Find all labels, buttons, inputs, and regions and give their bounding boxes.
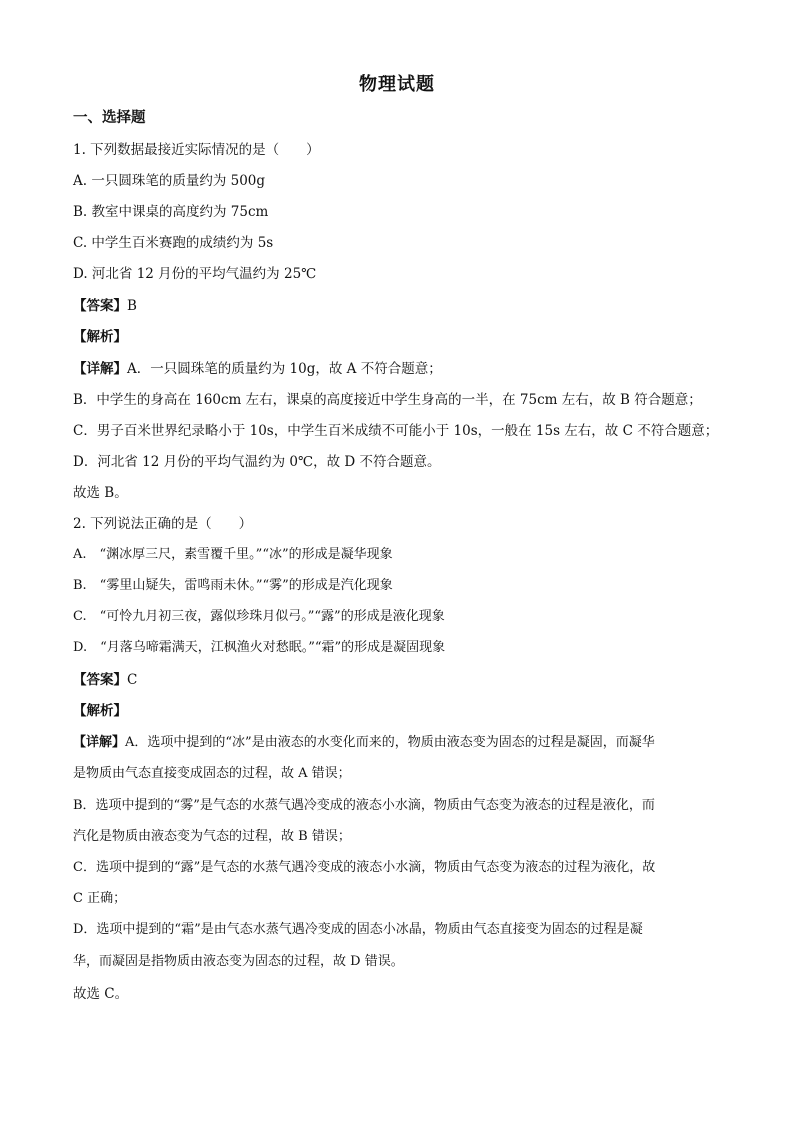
detail-tag: 【详解】 — [73, 735, 126, 750]
question-2-option-d: D. “月落乌啼霜满天，江枫渔火对愁眠。”“霜”的形成是凝固现象 — [73, 640, 446, 655]
question-1-stem: 1. 下列数据最接近实际情况的是（ ） — [73, 142, 320, 158]
question-1-detail-line: D．河北省 12 月份的平均气温约为 0℃，故 D 不符合题意。 — [73, 454, 441, 470]
page-title: 物理试题 — [359, 74, 435, 95]
question-2-detail-line: C．选项中提到的“露”是气态的水蒸气遇冷变成的液态小水滴，物质由气态变为液态的过程为液化，故 — [73, 860, 656, 875]
answer-tag: 【答案】 — [73, 672, 127, 688]
question-1-option-a: A. 一只圆珠笔的质量约为 500g — [73, 173, 266, 189]
question-2-detail-line: C 正确； — [73, 891, 127, 906]
question-1-option-b: B. 教室中课桌的高度约为 75cm — [73, 204, 269, 220]
question-2-detail-line: D．选项中提到的“霜”是由气态水蒸气遇冷变成的固态小冰晶，物质由气态直接变为固态的过程是凝 — [73, 922, 643, 937]
question-2-option-b: B. “雾里山疑失，雷鸣雨未休。”“雾”的形成是汽化现象 — [73, 578, 393, 593]
question-1-conclusion: 故选 B。 — [73, 485, 128, 501]
question-2-detail-line: 是物质由气态直接变成固态的过程，故 A 错误； — [73, 766, 351, 781]
question-2-answer — [73, 670, 723, 690]
detail-text: A．选项中提到的“冰”是由液态的水变化而来的，物质由液态变为固态的过程是凝固，而凝华 — [125, 735, 655, 750]
question-2-option-c: C. “可怜九月初三夜，露似珍珠月似弓。”“露”的形成是液化现象 — [73, 609, 445, 624]
question-1-answer — [73, 296, 723, 316]
answer-tag: 【答案】 — [73, 298, 127, 314]
detail-text: A．一只圆珠笔的质量约为 10g，故 A 不符合题意； — [127, 361, 442, 377]
question-1-option-c: C. 中学生百米赛跑的成绩约为 5s — [73, 235, 274, 251]
detail-tag: 【详解】 — [73, 361, 127, 377]
question-2-analysis-tag: 【解析】 — [73, 703, 127, 719]
question-1-analysis-tag: 【解析】 — [73, 329, 127, 345]
section-heading: 一、选择题 — [73, 109, 146, 126]
answer-value: C — [127, 672, 138, 688]
question-2-stem: 2. 下列说法正确的是（ ） — [73, 516, 253, 532]
question-1-option-d: D. 河北省 12 月份的平均气温约为 25℃ — [73, 266, 317, 282]
question-2-detail-line: 华，而凝固是指物质由液态变为固态的过程，故 D 错误。 — [73, 954, 404, 969]
question-2-option-a: A. “渊冰厚三尺，素雪覆千里。”“冰”的形成是凝华现象 — [73, 547, 393, 562]
question-1-detail-line — [73, 359, 723, 379]
question-2-detail-line: 汽化是物质由液态变为气态的过程，故 B 错误； — [73, 829, 351, 844]
question-2-detail-line: B．选项中提到的“雾”是气态的水蒸气遇冷变成的液态小水滴，物质由气态变为液态的过程是液化，而 — [73, 798, 655, 813]
question-1-detail-line: B．中学生的身高在 160cm 左右，课桌的高度接近中学生身高的一半，在 75cm 左右，故 B 符合题意； — [73, 392, 702, 408]
question-1-detail-line: C．男子百米世界纪录略小于 10s，中学生百米成绩不可能小于 10s，一般在 15s 左右，故 C 不符合题意； — [73, 423, 719, 439]
question-2-detail-line — [73, 733, 723, 753]
answer-value: B — [127, 298, 137, 314]
question-2-conclusion: 故选 C。 — [73, 986, 129, 1002]
